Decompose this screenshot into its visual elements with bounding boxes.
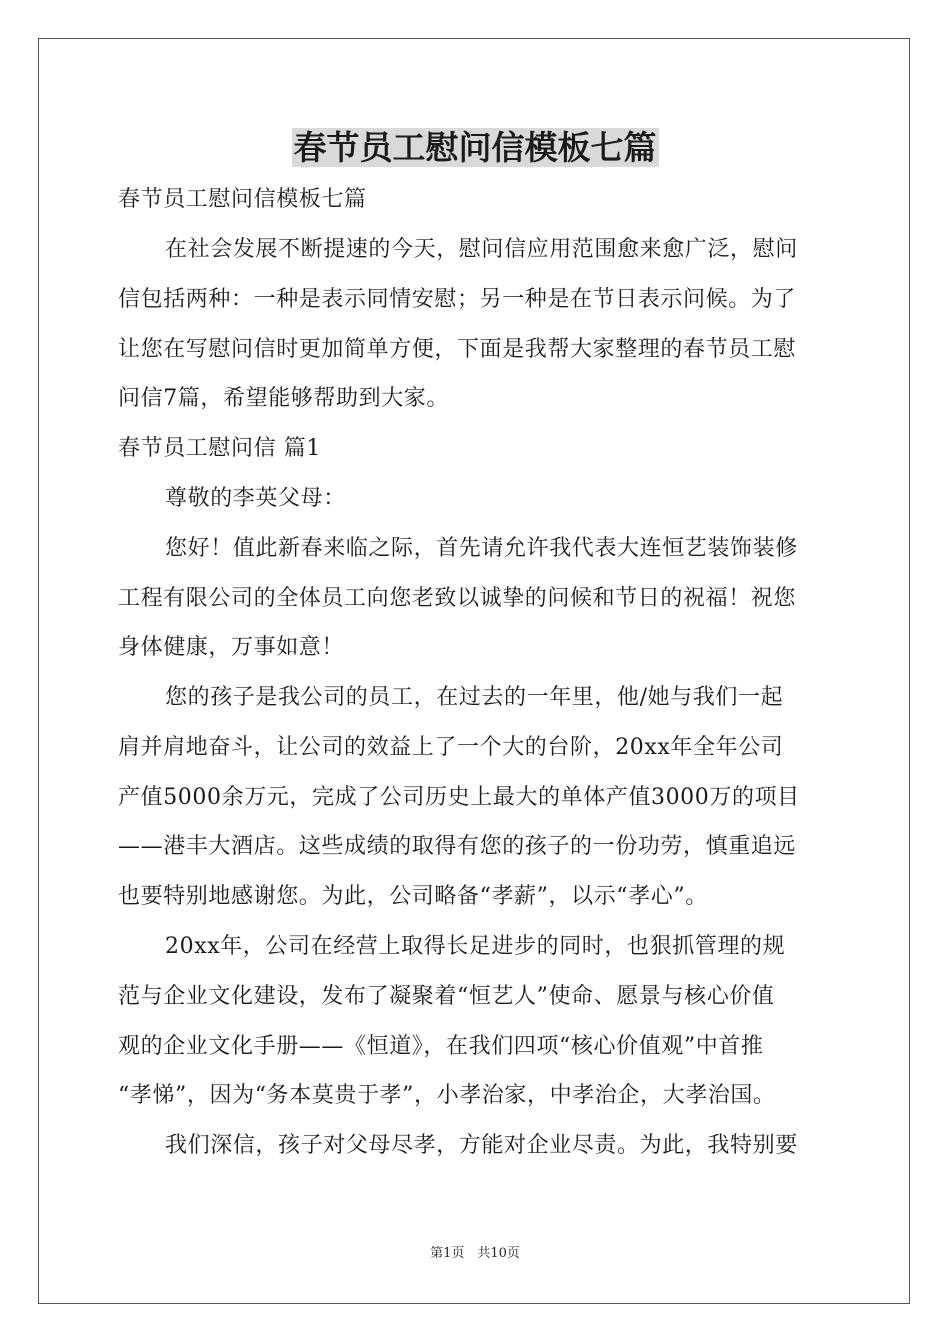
paragraph-line: 让您在写慰问信时更加简单方便，下面是我帮大家整理的春节员工慰 [118, 337, 797, 362]
salutation-line: 尊敬的李英父母： [165, 486, 346, 511]
paragraph-line: 肩并肩地奋斗，让公司的效益上了一个大的台阶，20xx年全年公司 [118, 735, 784, 760]
paragraph-line: 问信7篇，希望能够帮助到大家。 [118, 386, 449, 411]
paragraph-line: 范与企业文化建设，发布了凝聚着“恒艺人”使命、愿景与核心价值 [118, 984, 775, 1009]
paragraph-line: 也要特别地感谢您。为此，公司略备“孝薪”，以示“孝心”。 [118, 884, 708, 909]
paragraph-line: 工程有限公司的全体员工向您老致以诚挚的问候和节日的祝福！祝您 [118, 586, 797, 611]
paragraph-line: “孝悌”，因为“务本莫贵于孝”，小孝治家，中孝治企，大孝治国。 [118, 1083, 776, 1108]
paragraph-line: 您的孩子是我公司的员工，在过去的一年里，他/她与我们一起 [165, 685, 784, 710]
page-footer: 第1页 共10页 [430, 1246, 520, 1261]
paragraph-line: ——港丰大酒店。这些成绩的取得有您的孩子的一份功劳，慎重追远 [118, 834, 797, 859]
page-frame [38, 38, 910, 1304]
paragraph-line: 在社会发展不断提速的今天，慰问信应用范围愈来愈广泛，慰问 [165, 237, 798, 262]
section-heading: 春节员工慰问信 篇1 [118, 436, 321, 461]
paragraph-line: 身体健康，万事如意！ [118, 635, 345, 660]
paragraph-line: 我们深信，孩子对父母尽孝，方能对企业尽责。为此，我特别要 [165, 1133, 798, 1158]
document-title [0, 126, 950, 170]
paragraph-line: 您好！值此新春来临之际，首先请允许我代表大连恒艺装饰装修 [165, 536, 798, 561]
document-title-text: 春节员工慰问信模板七篇 [293, 128, 657, 167]
paragraph-line: 观的企业文化手册——《恒道》，在我们四项“核心价值观”中首推 [118, 1034, 764, 1059]
paragraph-line: 信包括两种：一种是表示同情安慰；另一种是在节日表示问候。为了 [118, 287, 797, 312]
subtitle-line: 春节员工慰问信模板七篇 [118, 187, 367, 212]
paragraph-line: 20xx年，公司在经营上取得长足进步的同时，也狠抓管理的规 [165, 934, 786, 959]
paragraph-line: 产值5000余万元，完成了公司历史上最大的单体产值3000万的项目 [118, 785, 800, 810]
